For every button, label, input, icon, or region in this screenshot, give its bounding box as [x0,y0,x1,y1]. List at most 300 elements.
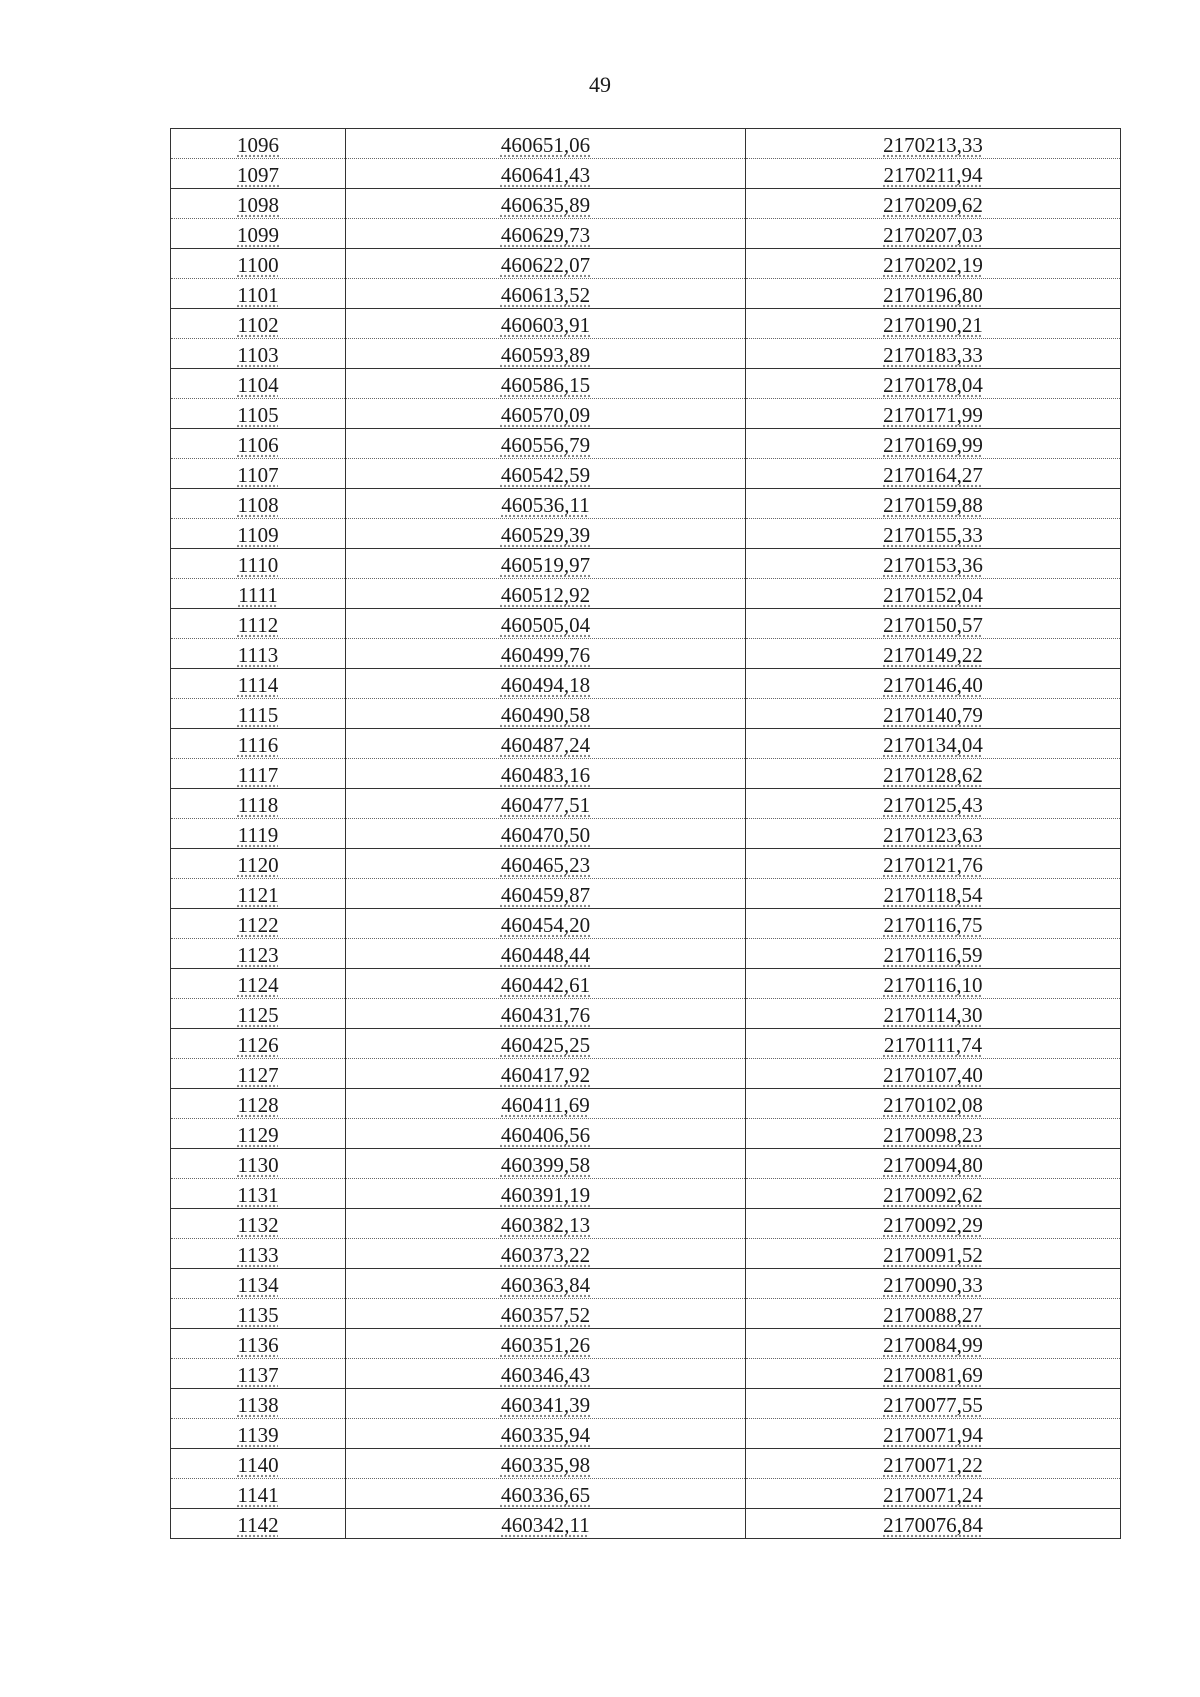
x-coordinate-cell [346,879,746,909]
x-coordinate-cell [346,339,746,369]
point-number-cell [171,789,346,819]
cell-value: 1136 [237,1333,279,1357]
cell-value: 1125 [237,1003,279,1027]
point-number-cell [171,549,346,579]
cell-value: 2170071,22 [883,1453,983,1477]
cell-value: 2170091,52 [883,1243,983,1267]
cell-value: 2170125,43 [883,793,983,817]
y-coordinate-cell [746,459,1121,489]
cell-value: 2170134,04 [883,733,983,757]
x-coordinate-cell [346,429,746,459]
point-number-cell [171,1239,346,1269]
cell-value: 1106 [237,433,279,457]
x-coordinate-cell [346,1179,746,1209]
point-number-cell [171,999,346,1029]
cell-value: 1102 [237,313,279,337]
y-coordinate-cell [746,129,1121,159]
cell-value: 460556,79 [500,433,591,457]
cell-value: 1122 [237,913,279,937]
cell-value: 460442,61 [500,973,591,997]
table-row [171,1419,1121,1449]
cell-value: 460357,52 [500,1303,591,1327]
table-row [171,879,1121,909]
table-row [171,1089,1121,1119]
cell-value: 460487,24 [500,733,591,757]
cell-value: 460586,15 [500,373,591,397]
point-number-cell [171,1449,346,1479]
cell-value: 460335,98 [500,1453,591,1477]
cell-value: 460431,76 [500,1003,591,1027]
cell-value: 1118 [237,793,279,817]
cell-value: 460490,58 [500,703,591,727]
cell-value: 1103 [237,343,279,367]
cell-value: 1111 [238,583,278,607]
cell-value: 460505,04 [500,613,591,637]
cell-value: 460465,23 [500,853,591,877]
y-coordinate-cell [746,1179,1121,1209]
x-coordinate-cell [346,1269,746,1299]
table-row [171,579,1121,609]
table-row [171,1179,1121,1209]
cell-value: 2170155,33 [883,523,983,547]
cell-value: 460448,44 [500,943,591,967]
x-coordinate-cell [346,129,746,159]
table-row [171,129,1121,159]
cell-value: 460593,89 [500,343,591,367]
point-number-cell [171,489,346,519]
table-row [171,1209,1121,1239]
cell-value: 2170118,54 [883,883,983,907]
point-number-cell [171,909,346,939]
cell-value: 1128 [237,1093,279,1117]
y-coordinate-cell [746,1209,1121,1239]
x-coordinate-cell [346,579,746,609]
y-coordinate-cell [746,729,1121,759]
cell-value: 1121 [237,883,279,907]
y-coordinate-cell [746,1509,1121,1539]
x-coordinate-cell [346,1419,746,1449]
point-number-cell [171,639,346,669]
cell-value: 1138 [237,1393,279,1417]
cell-value: 1135 [237,1303,279,1327]
point-number-cell [171,1479,346,1509]
x-coordinate-cell [346,1509,746,1539]
cell-value: 460346,43 [500,1363,591,1387]
x-coordinate-cell [346,729,746,759]
cell-value: 1127 [237,1063,279,1087]
y-coordinate-cell [746,189,1121,219]
cell-value: 2170084,99 [883,1333,983,1357]
cell-value: 1141 [237,1483,279,1507]
x-coordinate-cell [346,789,746,819]
cell-value: 2170159,88 [883,493,983,517]
cell-value: 2170150,57 [883,613,983,637]
table-row [171,519,1121,549]
cell-value: 460483,16 [500,763,591,787]
y-coordinate-cell [746,909,1121,939]
cell-value: 460499,76 [500,643,591,667]
cell-value: 1140 [237,1453,279,1477]
table-row [171,429,1121,459]
cell-value: 2170149,22 [883,643,983,667]
cell-value: 1109 [237,523,279,547]
x-coordinate-cell [346,1389,746,1419]
coordinates-table [170,128,1121,1539]
cell-value: 460519,97 [500,553,591,577]
cell-value: 1116 [237,733,279,757]
cell-value: 460651,06 [500,133,591,157]
y-coordinate-cell [746,1359,1121,1389]
cell-value: 1124 [237,973,279,997]
x-coordinate-cell [346,849,746,879]
cell-value: 2170178,04 [883,373,983,397]
cell-value: 1131 [237,1183,279,1207]
cell-value: 460613,52 [500,283,591,307]
cell-value: 460629,73 [500,223,591,247]
table-row [171,159,1121,189]
cell-value: 1137 [237,1363,279,1387]
y-coordinate-cell [746,489,1121,519]
table-row [171,459,1121,489]
cell-value: 460363,84 [500,1273,591,1297]
point-number-cell [171,819,346,849]
y-coordinate-cell [746,1479,1121,1509]
x-coordinate-cell [346,249,746,279]
table-row [171,189,1121,219]
cell-value: 2170121,76 [883,853,983,877]
cell-value: 2170196,80 [883,283,983,307]
cell-value: 460373,22 [500,1243,591,1267]
y-coordinate-cell [746,609,1121,639]
x-coordinate-cell [346,819,746,849]
cell-value: 460459,87 [500,883,591,907]
x-coordinate-cell [346,1329,746,1359]
x-coordinate-cell [346,609,746,639]
cell-value: 460454,20 [500,913,591,937]
y-coordinate-cell [746,1059,1121,1089]
y-coordinate-cell [746,1239,1121,1269]
y-coordinate-cell [746,399,1121,429]
cell-value: 1123 [237,943,279,967]
cell-value: 460417,92 [500,1063,591,1087]
cell-value: 460494,18 [500,673,591,697]
x-coordinate-cell [346,279,746,309]
point-number-cell [171,1179,346,1209]
table-row [171,1239,1121,1269]
cell-value: 2170211,94 [883,163,983,187]
x-coordinate-cell [346,159,746,189]
x-coordinate-cell [346,1449,746,1479]
cell-value: 1117 [237,763,279,787]
cell-value: 2170140,79 [883,703,983,727]
table-row [171,1269,1121,1299]
x-coordinate-cell [346,189,746,219]
y-coordinate-cell [746,849,1121,879]
table-row [171,789,1121,819]
y-coordinate-cell [746,1149,1121,1179]
cell-value: 2170183,33 [883,343,983,367]
point-number-cell [171,1269,346,1299]
cell-value: 460470,50 [500,823,591,847]
cell-value: 1098 [237,193,279,217]
cell-value: 2170114,30 [883,1003,983,1027]
cell-value: 2170092,62 [883,1183,983,1207]
cell-value: 460512,92 [500,583,591,607]
cell-value: 2170202,19 [883,253,983,277]
point-number-cell [171,1419,346,1449]
y-coordinate-cell [746,699,1121,729]
table-row [171,309,1121,339]
cell-value: 2170102,08 [883,1093,983,1117]
x-coordinate-cell [346,549,746,579]
x-coordinate-cell [346,1479,746,1509]
cell-value: 1120 [237,853,279,877]
cell-value: 2170153,36 [883,553,983,577]
y-coordinate-cell [746,1299,1121,1329]
cell-value: 1134 [237,1273,279,1297]
cell-value: 1115 [237,703,279,727]
y-coordinate-cell [746,999,1121,1029]
table-row [171,999,1121,1029]
table-row [171,1149,1121,1179]
cell-value: 460391,19 [500,1183,591,1207]
cell-value: 1100 [237,253,279,277]
cell-value: 1113 [237,643,279,667]
x-coordinate-cell [346,399,746,429]
point-number-cell [171,129,346,159]
cell-value: 2170207,03 [883,223,983,247]
cell-value: 460425,25 [500,1033,591,1057]
y-coordinate-cell [746,279,1121,309]
table-row [171,1509,1121,1539]
cell-value: 1096 [237,133,279,157]
cell-value: 2170094,80 [883,1153,983,1177]
y-coordinate-cell [746,669,1121,699]
cell-value: 1142 [237,1513,279,1537]
cell-value: 2170071,94 [883,1423,983,1447]
cell-value: 1130 [237,1153,279,1177]
point-number-cell [171,1029,346,1059]
cell-value: 460341,39 [500,1393,591,1417]
y-coordinate-cell [746,1089,1121,1119]
table-row [171,1299,1121,1329]
cell-value: 460570,09 [500,403,591,427]
cell-value: 1099 [237,223,279,247]
point-number-cell [171,429,346,459]
point-number-cell [171,879,346,909]
cell-value: 1110 [237,553,279,577]
y-coordinate-cell [746,1329,1121,1359]
cell-value: 2170123,63 [883,823,983,847]
point-number-cell [171,399,346,429]
point-number-cell [171,609,346,639]
point-number-cell [171,339,346,369]
table-row [171,819,1121,849]
point-number-cell [171,849,346,879]
cell-value: 2170077,55 [883,1393,983,1417]
table-row [171,1059,1121,1089]
cell-value: 460336,65 [500,1483,591,1507]
x-coordinate-cell [346,1209,746,1239]
point-number-cell [171,1359,346,1389]
cell-value: 460399,58 [500,1153,591,1177]
point-number-cell [171,1149,346,1179]
cell-value: 460342,11 [501,1513,590,1537]
table-row [171,279,1121,309]
y-coordinate-cell [746,1389,1121,1419]
cell-value: 460411,69 [501,1093,590,1117]
table-row [171,1389,1121,1419]
cell-value: 2170071,24 [883,1483,983,1507]
cell-value: 2170213,33 [883,133,983,157]
table-row [171,609,1121,639]
table-row [171,369,1121,399]
cell-value: 460477,51 [500,793,591,817]
x-coordinate-cell [346,1029,746,1059]
x-coordinate-cell [346,519,746,549]
y-coordinate-cell [746,789,1121,819]
point-number-cell [171,1059,346,1089]
table-body [171,129,1121,1539]
cell-value: 460382,13 [500,1213,591,1237]
cell-value: 460536,11 [501,493,590,517]
cell-value: 1105 [237,403,279,427]
cell-value: 2170190,21 [883,313,983,337]
y-coordinate-cell [746,1269,1121,1299]
point-number-cell [171,369,346,399]
x-coordinate-cell [346,639,746,669]
y-coordinate-cell [746,969,1121,999]
table-row [171,699,1121,729]
cell-value: 2170092,29 [883,1213,983,1237]
table-row [171,669,1121,699]
y-coordinate-cell [746,939,1121,969]
table-row [171,1119,1121,1149]
y-coordinate-cell [746,159,1121,189]
x-coordinate-cell [346,1119,746,1149]
table-row [171,489,1121,519]
point-number-cell [171,279,346,309]
point-number-cell [171,969,346,999]
point-number-cell [171,189,346,219]
cell-value: 2170152,04 [883,583,983,607]
x-coordinate-cell [346,909,746,939]
cell-value: 460335,94 [500,1423,591,1447]
table-row [171,1029,1121,1059]
point-number-cell [171,1299,346,1329]
cell-value: 2170128,62 [883,763,983,787]
cell-value: 1097 [237,163,279,187]
cell-value: 1129 [237,1123,279,1147]
x-coordinate-cell [346,1359,746,1389]
point-number-cell [171,729,346,759]
page-number: 49 [589,72,611,97]
y-coordinate-cell [746,309,1121,339]
cell-value: 2170076,84 [883,1513,983,1537]
cell-value: 460542,59 [500,463,591,487]
cell-value: 460529,39 [500,523,591,547]
cell-value: 460351,26 [500,1333,591,1357]
cell-value: 1104 [237,373,279,397]
cell-value: 2170171,99 [883,403,983,427]
x-coordinate-cell [346,999,746,1029]
x-coordinate-cell [346,459,746,489]
table-row [171,639,1121,669]
y-coordinate-cell [746,1119,1121,1149]
y-coordinate-cell [746,369,1121,399]
cell-value: 1139 [237,1423,279,1447]
point-number-cell [171,219,346,249]
point-number-cell [171,309,346,339]
x-coordinate-cell [346,369,746,399]
point-number-cell [171,1329,346,1359]
table-row [171,249,1121,279]
y-coordinate-cell [746,429,1121,459]
y-coordinate-cell [746,639,1121,669]
cell-value: 2170098,23 [883,1123,983,1147]
cell-value: 2170146,40 [883,673,983,697]
y-coordinate-cell [746,579,1121,609]
point-number-cell [171,759,346,789]
table-row [171,939,1121,969]
x-coordinate-cell [346,1299,746,1329]
cell-value: 2170164,27 [883,463,983,487]
table-row [171,1449,1121,1479]
y-coordinate-cell [746,249,1121,279]
cell-value: 460406,56 [500,1123,591,1147]
cell-value: 1133 [237,1243,279,1267]
x-coordinate-cell [346,219,746,249]
x-coordinate-cell [346,939,746,969]
x-coordinate-cell [346,969,746,999]
cell-value: 2170169,99 [883,433,983,457]
cell-value: 2170081,69 [883,1363,983,1387]
y-coordinate-cell [746,519,1121,549]
table-row [171,1359,1121,1389]
x-coordinate-cell [346,1089,746,1119]
table-row [171,399,1121,429]
table-row [171,909,1121,939]
point-number-cell [171,669,346,699]
point-number-cell [171,699,346,729]
x-coordinate-cell [346,759,746,789]
table-row [171,1479,1121,1509]
cell-value: 460635,89 [500,193,591,217]
point-number-cell [171,1209,346,1239]
point-number-cell [171,159,346,189]
y-coordinate-cell [746,879,1121,909]
cell-value: 1108 [237,493,279,517]
point-number-cell [171,939,346,969]
table-row [171,729,1121,759]
x-coordinate-cell [346,1059,746,1089]
x-coordinate-cell [346,309,746,339]
table-row [171,969,1121,999]
cell-value: 460622,07 [500,253,591,277]
cell-value: 1126 [237,1033,279,1057]
cell-value: 2170116,59 [883,943,983,967]
point-number-cell [171,1119,346,1149]
point-number-cell [171,249,346,279]
cell-value: 2170116,10 [883,973,983,997]
table-row [171,549,1121,579]
y-coordinate-cell [746,819,1121,849]
y-coordinate-cell [746,219,1121,249]
cell-value: 1112 [237,613,279,637]
cell-value: 1132 [237,1213,279,1237]
cell-value: 2170209,62 [883,193,983,217]
x-coordinate-cell [346,1149,746,1179]
